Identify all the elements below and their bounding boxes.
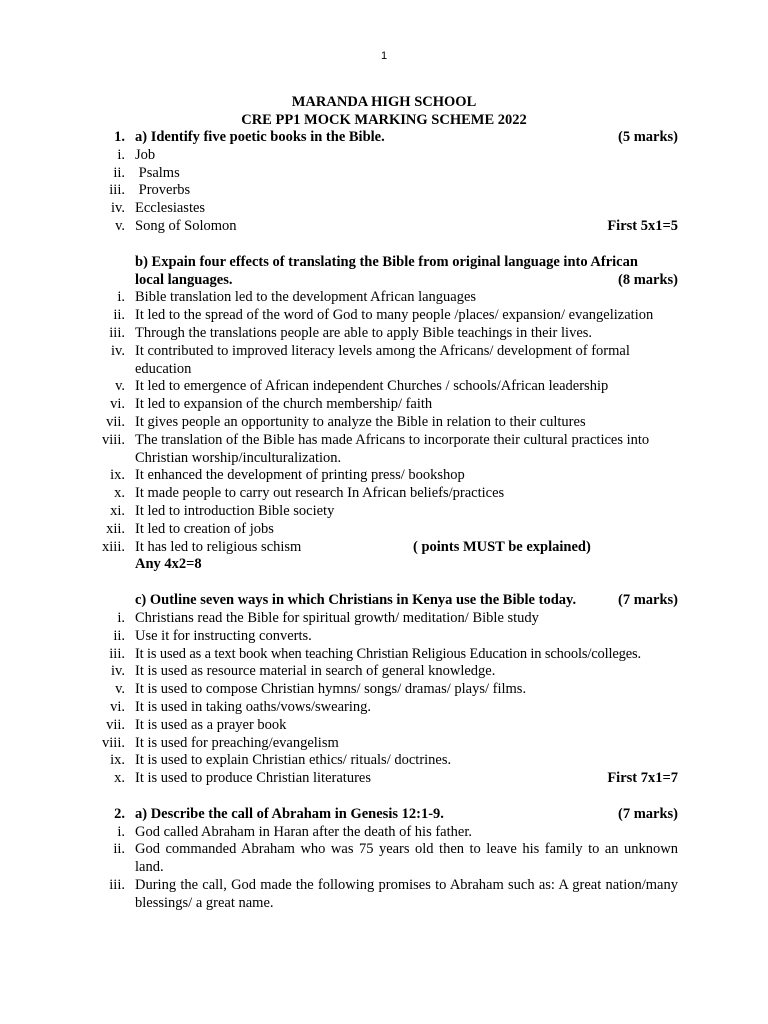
item-text: Psalms (135, 164, 180, 181)
item-numeral: x. (114, 770, 125, 787)
school-name: MARANDA HIGH SCHOOL (291, 94, 477, 110)
item-text: God commanded Abraham who was 75 years old then to leave his family to an unknown land. (135, 841, 678, 876)
item-numeral: iii. (109, 877, 125, 894)
item-text: It led to creation of jobs (135, 520, 274, 537)
answer-item (80, 735, 678, 753)
scoring-row (80, 556, 678, 574)
item-text: Proverbs (135, 182, 191, 199)
item-text: It has led to religious schism (135, 538, 302, 555)
question-text-cont: local languages. (135, 271, 233, 288)
item-numeral: iii. (109, 324, 125, 341)
item-text: It is used as a prayer book (135, 716, 287, 733)
marking-scheme-body (80, 129, 678, 913)
item-numeral: vii. (106, 413, 125, 430)
item-numeral: iii. (109, 182, 125, 199)
document-title: CRE PP1 MOCK MARKING SCHEME 2022 (241, 112, 527, 128)
item-numeral: v. (115, 378, 125, 395)
item-numeral: xiii. (102, 538, 125, 555)
item-text: Use it for instructing converts. (135, 627, 312, 644)
item-text: It led to the spread of the word of God to many people /places/ expansion/ evangelization (135, 307, 654, 324)
item-numeral: ix. (110, 752, 125, 769)
question-text: a) Describe the call of Abraham in Genesis 12:1-9. (135, 805, 444, 822)
scoring-rule: Any 4x2=8 (135, 556, 202, 573)
marks-allocation: (8 marks) (617, 271, 678, 288)
item-text: Through the translations people are able to apply Bible teachings in their lives. (135, 324, 593, 341)
answer-item (80, 841, 678, 877)
answer-item (80, 218, 678, 236)
item-text: Job (135, 146, 156, 163)
item-text: It led to expansion of the church membership/ faith (135, 396, 433, 413)
item-numeral: v. (115, 217, 125, 234)
item-text: It is used to produce Christian literatures (135, 770, 371, 787)
item-text: During the call, God made the following promises to Abraham such as: A great nation/many blessings/ a great name. (135, 877, 678, 911)
item-text: It contributed to improved literacy levels among the Africans/ development of formal education (135, 342, 630, 377)
item-numeral: ix. (110, 467, 125, 484)
item-text: It is used as a text book when teaching Christian Religious Education in schools/colleges. (135, 645, 641, 662)
item-numeral: i. (117, 289, 125, 306)
item-numeral: vi. (110, 396, 125, 413)
answer-item (80, 539, 678, 557)
item-numeral: i. (117, 823, 125, 840)
scoring-rule: First 5x1=5 (607, 217, 678, 234)
answer-item (80, 165, 678, 183)
page-number: 1 (380, 50, 388, 62)
answer-item (80, 628, 678, 646)
item-text: It gives people an opportunity to analyze the Bible in relation to their cultures (135, 413, 586, 430)
item-numeral: x. (114, 485, 125, 502)
item-numeral: iv. (111, 200, 125, 217)
item-numeral: ii. (113, 627, 125, 644)
item-text: It is used as resource material in search of general knowledge. (135, 663, 496, 680)
answer-item (80, 663, 678, 681)
question-number: 2. (114, 805, 125, 822)
item-text: It led to introduction Bible society (135, 502, 335, 519)
answer-item (80, 681, 678, 699)
item-text: It is used for preaching/evangelism (135, 734, 339, 751)
question-text: b) Expain four effects of translating the Bible from original language into African (135, 253, 638, 270)
item-numeral: vi. (110, 698, 125, 715)
item-text: It enhanced the development of printing press/ bookshop (135, 467, 465, 484)
answer-item (80, 717, 678, 735)
item-text: It led to emergence of African independent Churches / schools/African leadership (135, 378, 609, 395)
answer-item (80, 752, 678, 770)
item-numeral: vii. (106, 716, 125, 733)
answer-item (80, 699, 678, 717)
scoring-rule: First 7x1=7 (607, 770, 678, 787)
item-numeral: ii. (113, 307, 125, 324)
item-text: It is used to compose Christian hymns/ songs/ dramas/ plays/ films. (135, 681, 527, 698)
item-text: Song of Solomon (135, 217, 237, 234)
item-numeral: i. (117, 609, 125, 626)
marking-note: ( points MUST be explained) (413, 538, 591, 555)
item-numeral: v. (115, 681, 125, 698)
question-text: c) Outline seven ways in which Christians in Kenya use the Bible today. (135, 592, 577, 609)
answer-item (80, 200, 678, 218)
item-text: Christians read the Bible for spiritual growth/ meditation/ Bible study (135, 609, 539, 626)
answer-item (80, 182, 678, 200)
answer-item (80, 824, 678, 842)
question-2a-heading (80, 806, 678, 824)
answer-item (80, 877, 678, 913)
answer-item (80, 289, 678, 307)
item-numeral: ii. (113, 164, 125, 181)
item-text: It made people to carry out research In African beliefs/practices (135, 485, 505, 502)
question-text: a) Identify five poetic books in the Bible. (135, 129, 385, 145)
item-numeral: iv. (111, 663, 125, 680)
item-numeral: viii. (102, 734, 125, 751)
question-number: 1. (114, 129, 125, 145)
answer-item (80, 378, 678, 396)
answer-item (80, 432, 678, 468)
answer-item (80, 325, 678, 343)
marks-allocation: (7 marks) (617, 592, 678, 609)
question-1a-heading (80, 129, 678, 147)
item-numeral: i. (117, 146, 125, 163)
item-text: Bible translation led to the development African languages (135, 289, 477, 306)
marks-allocation: (5 marks) (617, 129, 678, 145)
answer-item (80, 610, 678, 628)
item-text: It is used to explain Christian ethics/ rituals/ doctrines. (135, 752, 452, 769)
answer-item (80, 503, 678, 521)
answer-item (80, 646, 678, 664)
item-numeral: viii. (102, 431, 125, 448)
item-numeral: ii. (113, 841, 125, 858)
answer-item (80, 485, 678, 503)
answer-item (80, 414, 678, 432)
item-numeral: xii. (106, 520, 125, 537)
answer-item (80, 147, 678, 165)
item-text: God called Abraham in Haran after the death of his father. (135, 823, 472, 840)
question-1c-heading (80, 592, 678, 610)
item-numeral: iv. (111, 342, 125, 359)
answer-item (80, 396, 678, 414)
answer-item (80, 343, 678, 379)
item-text: Ecclesiastes (135, 200, 206, 217)
item-text: It is used in taking oaths/vows/swearing. (135, 698, 372, 715)
item-numeral: xi. (110, 502, 125, 519)
answer-item (80, 770, 678, 788)
marks-allocation: (7 marks) (617, 805, 678, 822)
answer-item (80, 521, 678, 539)
answer-item (80, 307, 678, 325)
question-1b-heading (80, 254, 678, 290)
item-text: The translation of the Bible has made Africans to incorporate their cultural practices into Christian worship/inculturalization. (135, 431, 650, 466)
answer-item (80, 467, 678, 485)
item-numeral: iii. (109, 645, 125, 662)
